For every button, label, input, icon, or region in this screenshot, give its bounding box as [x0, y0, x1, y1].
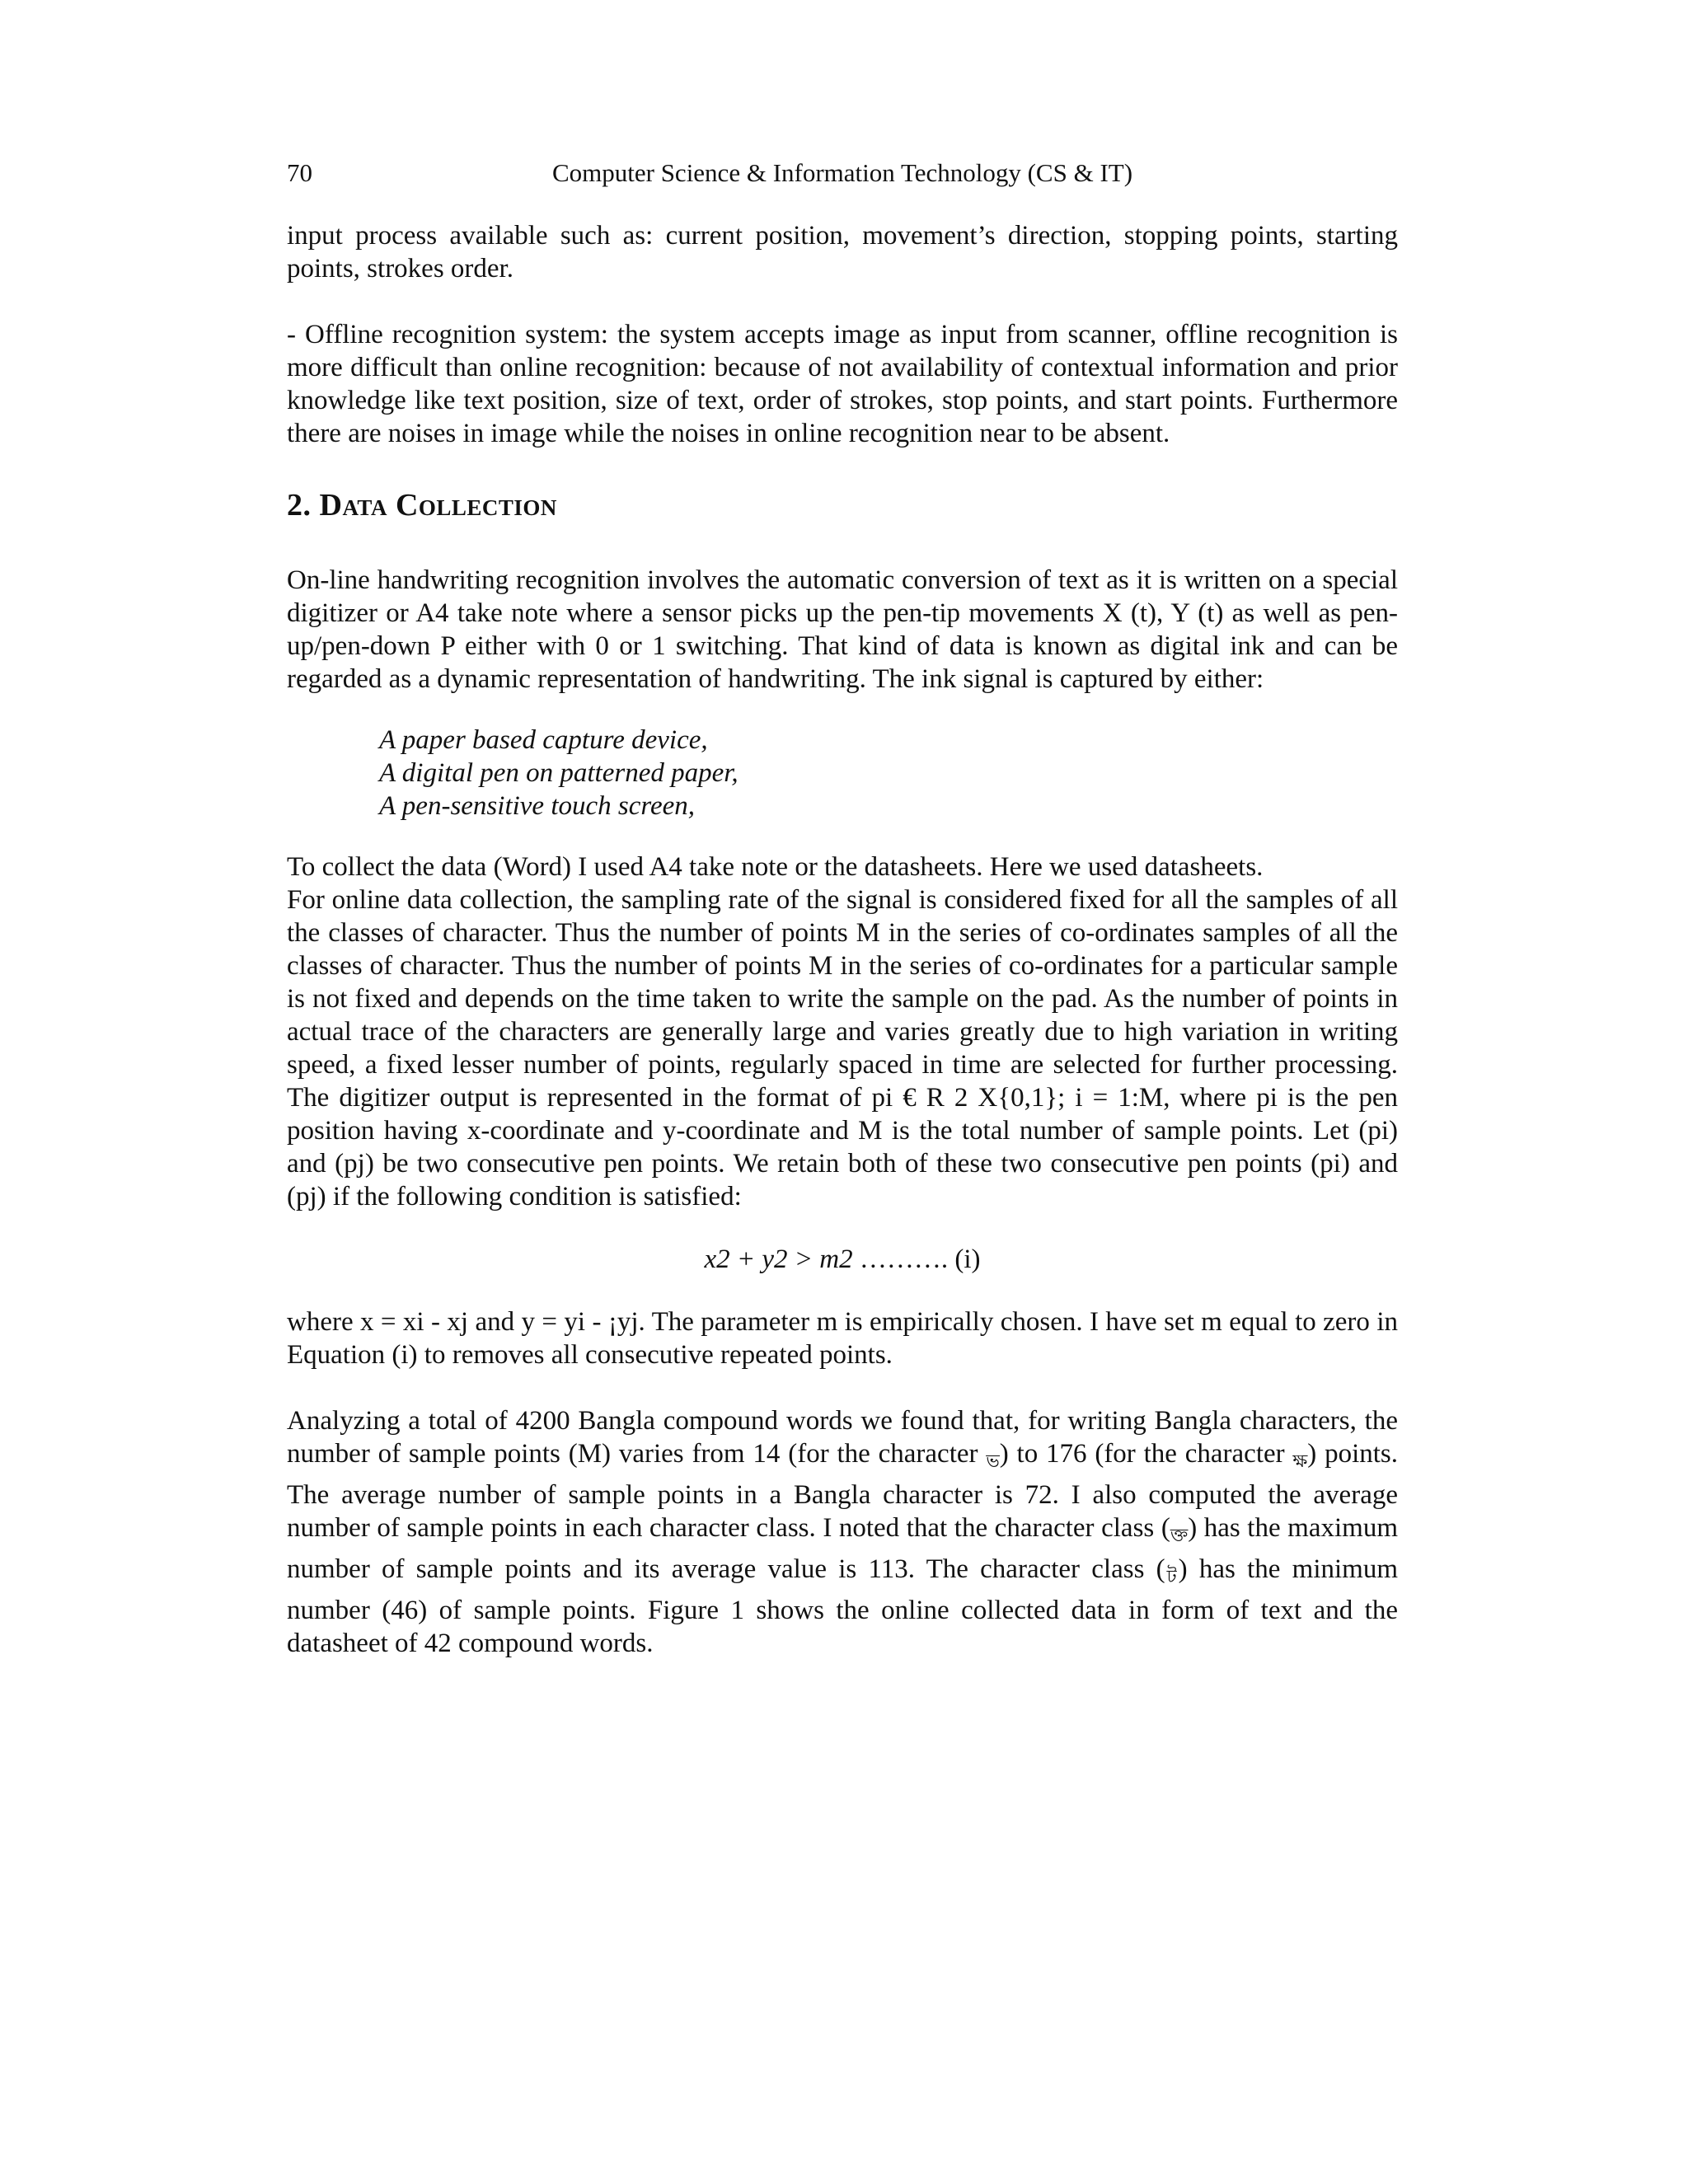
section-paragraph-2-first-line: To collect the data (Word) I used A4 take note or the datasheets. Here we used datasheets. [287, 852, 1264, 882]
bangla-character: ট [1166, 1567, 1177, 1587]
equation-dots: ………. [852, 1244, 955, 1274]
equation-body: x2 + y2 > m2 [704, 1244, 853, 1274]
intro-paragraph-offline: - Offline recognition system: the system accepts image as input from scanner, offline recognition is more difficult than online recognition: because of not availability of contextual information and prior knowledge like text position, size of text, order of strokes, stop points, and start points. Furthermore there are noises in image while the noises in online recognition near to be absent. [287, 320, 1398, 448]
paragraph-text: Analyzing a total of 4200 Bangla compound words we found that, for writing Bangla characters, the number of sample points (M) varies from 14 (for the character [287, 1406, 1398, 1469]
paragraph-text: ) has the minimum number (46) of sample points. Figure 1 shows the online collected data in form of text and the datasheet of 42 compound words. [287, 1554, 1399, 1658]
capture-device-list [379, 724, 1398, 823]
section-paragraph-4 [287, 1404, 1398, 1660]
section-heading: 2. Data Collection [287, 488, 557, 523]
list-item: A digital pen on patterned paper, [379, 758, 738, 788]
section-paragraph-1: On-line handwriting recognition involves the automatic conversion of text as it is written on a special digitizer or A4 take note where a sensor picks up the pen-tip movements X (t), Y (t) as well as pen-up/pen-down P either with 0 or 1 switching. That kind of data is known as digital ink and can be regarded as a dynamic representation of handwriting. The ink signal is captured by either: [287, 565, 1398, 694]
section-paragraph-3: where x = xi - xj and y = yi - ¡yj. The parameter m is empirically chosen. I have set m equal to zero in Equation (i) to removes all consecutive repeated points. [287, 1307, 1398, 1370]
paragraph-text: ) has the maximum number of sample points and its average value is 113. The character class ( [287, 1513, 1398, 1584]
paragraph-text: ) points. The average number of sample points in a Bangla character is 72. I also computed the average number of sample points in each character class. I noted that the character class ( [287, 1439, 1398, 1543]
paragraph-text: ) to 176 (for the character [999, 1439, 1293, 1469]
equation [287, 1243, 1398, 1276]
journal-title: Computer Science & Information Technology (CS & IT) [551, 158, 1133, 187]
bangla-character: ক্ত [1170, 1526, 1189, 1546]
running-header [287, 157, 1398, 190]
section-paragraph-2: For online data collection, the sampling rate of the signal is considered fixed for all the samples of all the classes of character. Thus the number of points M in the series of co-ordinates samples of all the classes of character. Thus the number of points M in the series of co-ordinates for a particular sample is not fixed and depends on the time taken to write the sample on the pad. As the number of points in actual trace of the characters are generally large and varies greatly due to high variation in writing speed, a fixed lesser number of points, regularly spaced in time are selected for further processing. The digitizer output is represented in the format of pi € R 2 X{0,1}; i = 1:M, where pi is the pen position having x-coordinate and y-coordinate and M is the total number of sample points. Let (pi) and (pj) be two consecutive pen points. We retain both of these two consecutive pen points (pi) and (pj) if the following condition is satisfied: [287, 885, 1398, 1212]
page-number: 70 [287, 158, 312, 187]
bangla-character: ক্ষ [1292, 1451, 1308, 1472]
bangla-character: ভ [986, 1451, 1000, 1472]
paper-page [287, 157, 1398, 1660]
intro-paragraph-1: input process available such as: current position, movement’s direction, stopping points, starting points, strokes order. [287, 221, 1398, 284]
list-item: A pen-sensitive touch screen, [379, 791, 696, 821]
list-item: A paper based capture device, [379, 725, 708, 755]
equation-label: (i) [954, 1244, 981, 1274]
